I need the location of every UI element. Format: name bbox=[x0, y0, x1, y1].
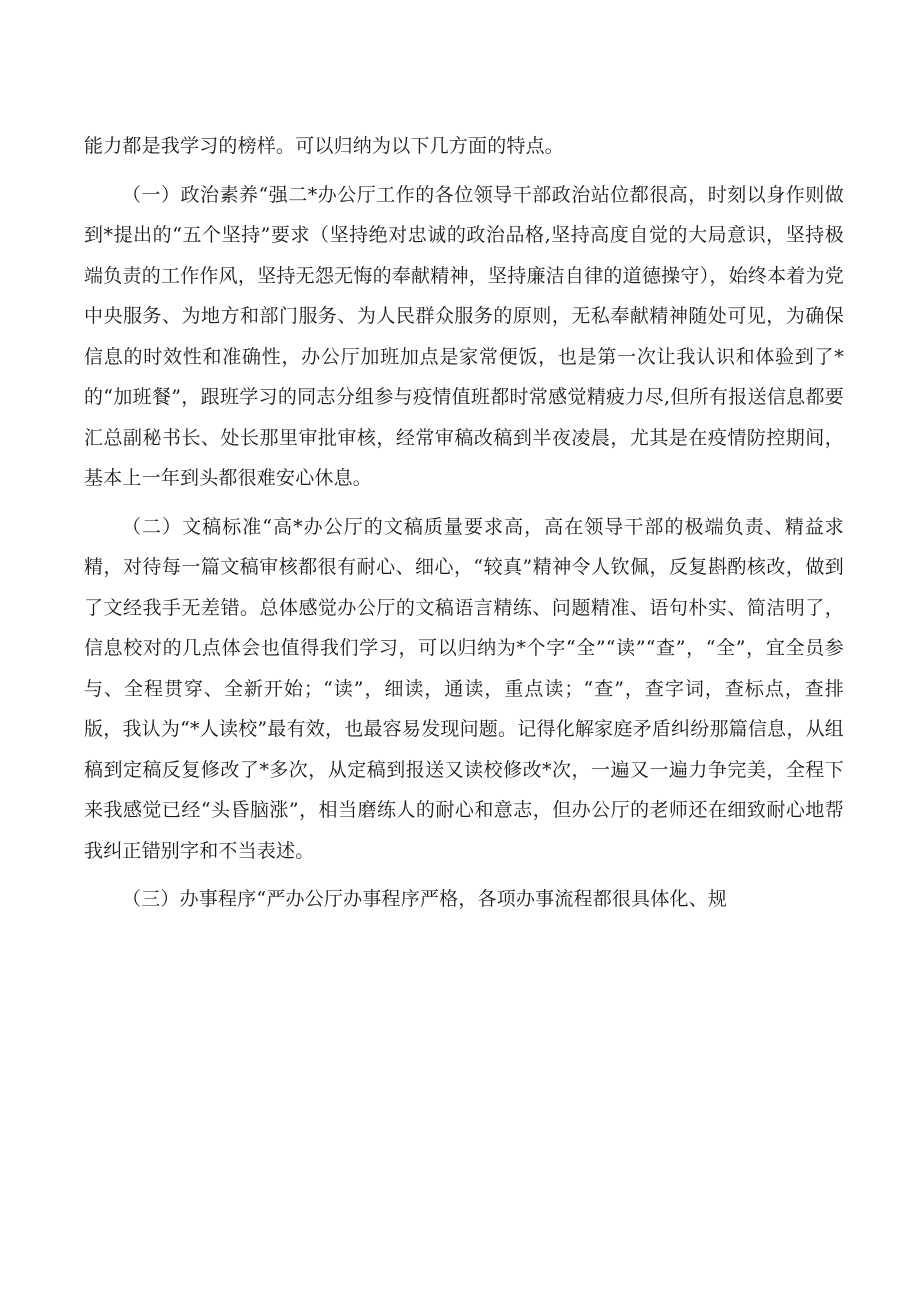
paragraph-document-standard: （二）文稿标准“高*办公厅的文稿质量要求高，高在领导干部的极端负责、精益求精，对待每一篇文稿审核都很有耐心、细心，“较真”精神令人钦佩，反复斟酌核改，做到了文经我手无差错。总体感觉办公厅的文稿语言精练、问题精准、语句朴实、简洁明了，信息校对的几点体会也值得我们学习，可以归纳为*个字“全”“读”“查”，“全”，宜全员参与、全程贯穿、全新开始；“读”，细读，通读，重点读；“查”，查字词，查标点，查排版，我认为“*人读校”最有效，也最容易发现问题。记得化解家庭矛盾纠纷那篇信息，从组稿到定稿反复修改了*多次，从定稿到报送又读校修改*次，一遍又一遍力争完美，全程下来我感觉已经“头昏脑涨”，相当磨练人的耐心和意志，但办公厅的老师还在细致耐心地帮我纠正错别字和不当表述。 bbox=[84, 515, 844, 862]
document-page bbox=[84, 126, 844, 928]
paragraph-work-procedure: （三）办事程序“严办公厅办事程序严格，各项办事流程都很具体化、规 bbox=[122, 888, 728, 910]
paragraph-political-quality: （一）政治素养“强二*办公厅工作的各位领导干部政治站位都很高，时刻以身作则做到*提出的“五个坚持”要求（坚持绝对忠诚的政治品格,坚持高度自觉的大局意识，坚持极端负责的工作作风，坚持无怨无悔的奉献精神，坚持廉洁自律的道德操守），始终本着为党中央服务、为地方和部门服务、为人民群众服务的原则，无私奉献精神随处可见，为确保信息的时效性和准确性，办公厅加班加点是家常便饭，也是第一次让我认识和体验到了*的“加班餐”，跟班学习的同志分组参与疫情值班都时常感觉精疲力尽,但所有报送信息都要汇总副秘书长、处长那里审批审核，经常审稿改稿到半夜凌晨，尤其是在疫情防控期间，基本上一年到头都很难安心休息。 bbox=[84, 183, 844, 489]
paragraph-intro-continuation: 能力都是我学习的榜样。可以归纳为以下几方面的特点。 bbox=[84, 135, 565, 157]
